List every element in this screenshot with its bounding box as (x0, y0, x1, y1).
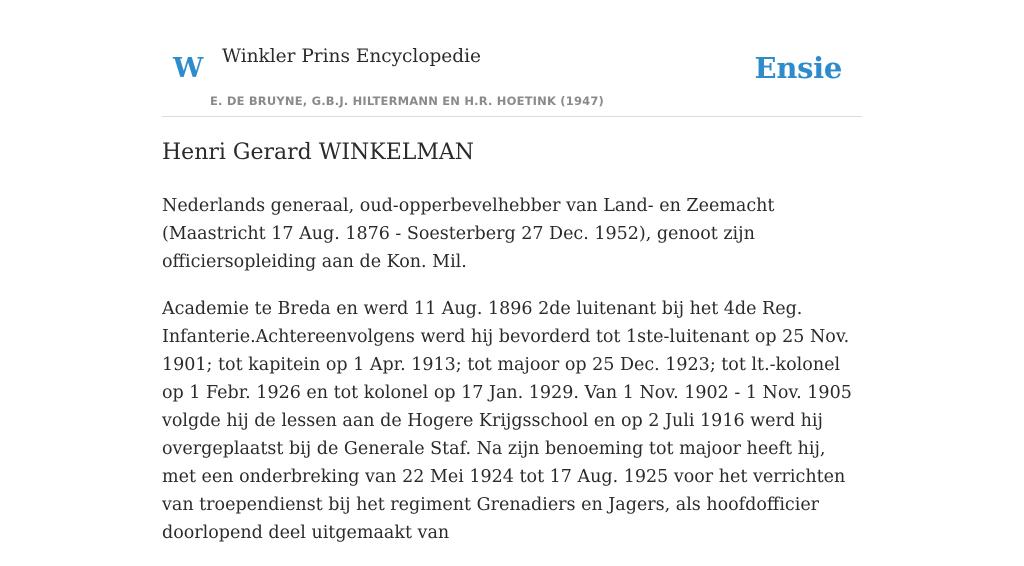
article-paragraph: Nederlands generaal, oud-opperbevelhebber van Land- en Zeemacht (Maastricht 17 Aug. 1876 - Soesterberg 27 Dec. 1952), genoot zijn officiersopleiding aan de Kon. Mil. (162, 196, 775, 272)
article-title: Henri Gerard WINKELMAN (162, 140, 475, 165)
article-body (162, 192, 862, 566)
brand-logo[interactable]: Ensie (754, 51, 842, 85)
source-authors: E. DE BRUYNE, G.B.J. HILTERMANN EN H.R. HOETINK (1947) (210, 94, 605, 108)
source-logo[interactable]: W (173, 53, 204, 84)
source-header (162, 0, 862, 117)
article-paragraph: Academie te Breda en werd 11 Aug. 1896 2de luitenant bij het 4de Reg. Infanterie.Achtereenvolgens werd hij bevorderd tot 1ste-luitenant op 25 Nov. 1901; tot kapitein op 1 Apr. 1913; tot majoor op 25 Dec. 1923; tot lt.-kolonel op 1 Febr. 1926 en tot kolonel op 17 Jan. 1929. Van 1 Nov. 1902 - 1 Nov. 1905 volgde hij de lessen aan de Hogere Krijgsschool en op 2 Juli 1916 werd hij overgeplaatst bij de Generale Staf. Na zijn benoeming tot majoor heeft hij, met een onderbreking van 22 Mei 1924 tot 17 Aug. 1925 voor het verrichten van troependienst bij het regiment Grenadiers en Jagers, als hoofdofficier doorlopend deel uitgemaakt van (162, 299, 852, 543)
source-title[interactable]: Winkler Prins Encyclopedie (222, 46, 481, 67)
